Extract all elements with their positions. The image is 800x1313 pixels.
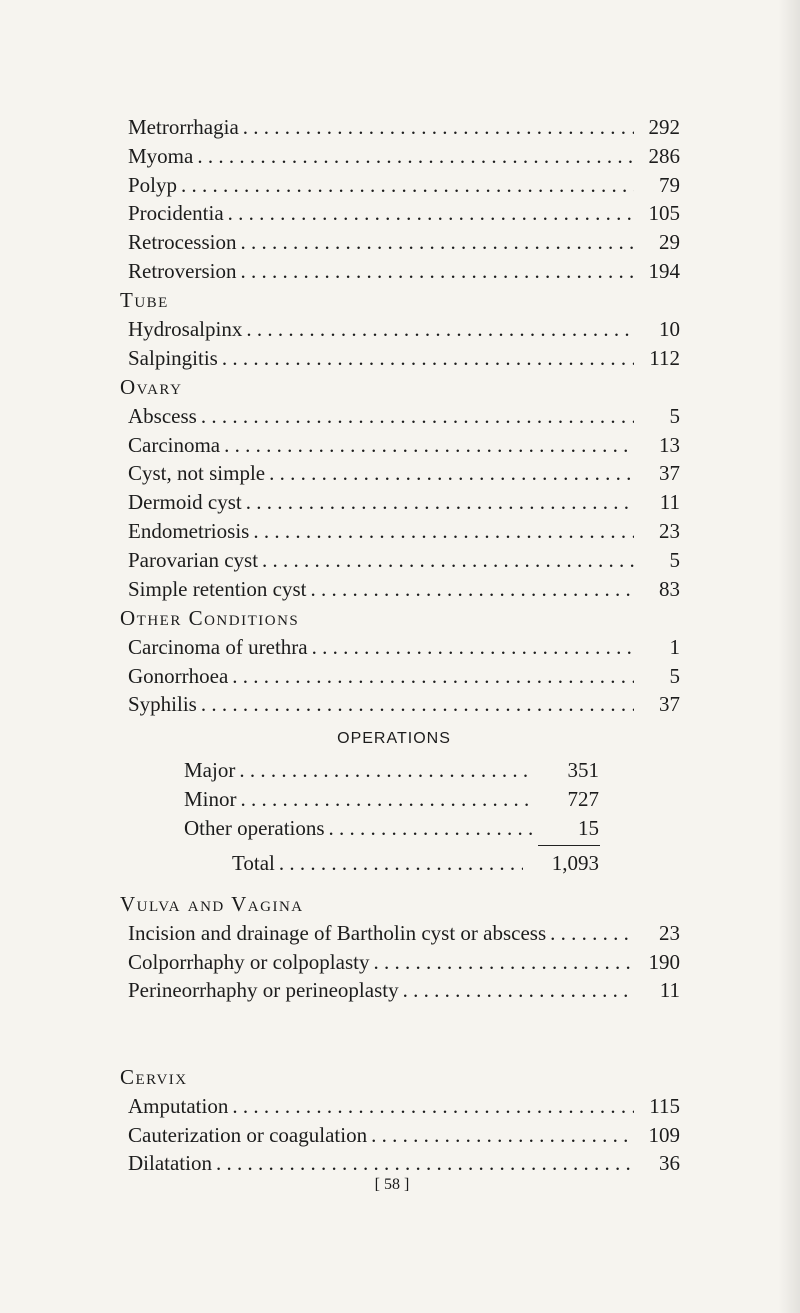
operations-list bbox=[184, 756, 599, 842]
item-value: 83 bbox=[659, 576, 680, 601]
list-item bbox=[128, 690, 680, 719]
item-value: 11 bbox=[659, 490, 680, 515]
item-value: 5 bbox=[669, 663, 680, 688]
item-label: Procidentia bbox=[128, 201, 224, 226]
list-item bbox=[128, 257, 680, 286]
list-item bbox=[128, 546, 680, 575]
page-edge-shadow bbox=[778, 0, 800, 1313]
list-item bbox=[184, 756, 599, 785]
item-label: Syphilis bbox=[128, 692, 197, 717]
item-value: 194 bbox=[648, 258, 680, 283]
item-label: Metrorrhagia bbox=[128, 115, 239, 139]
item-value: 15 bbox=[578, 815, 599, 840]
list-item bbox=[128, 575, 680, 604]
item-value: 13 bbox=[659, 432, 680, 457]
item-value: 351 bbox=[567, 758, 599, 782]
item-value: 5 bbox=[669, 547, 680, 572]
list-item bbox=[128, 344, 680, 373]
item-value: 112 bbox=[649, 345, 680, 370]
total-value: 1,093 bbox=[551, 851, 599, 875]
list-item bbox=[128, 662, 680, 691]
list-item bbox=[128, 402, 680, 431]
item-label: Cauterization or coagulation bbox=[128, 1122, 368, 1147]
section-heading: Tube bbox=[120, 288, 169, 312]
list-item bbox=[128, 1092, 680, 1121]
list-item bbox=[184, 785, 599, 814]
list-item bbox=[128, 1149, 680, 1178]
item-label: Carcinoma of urethra bbox=[128, 634, 308, 659]
item-label: Minor bbox=[184, 786, 237, 811]
list-item bbox=[128, 171, 680, 200]
item-value: 29 bbox=[659, 230, 680, 255]
item-label: Dilatation bbox=[128, 1151, 212, 1176]
section-heading: Cervix bbox=[120, 1065, 188, 1089]
item-label: Endometriosis bbox=[128, 518, 250, 543]
item-label: Perineorrhaphy or perineoplasty bbox=[128, 978, 399, 1003]
item-label: Parovarian cyst bbox=[128, 547, 259, 572]
item-label: Incision and drainage of Bartholin cyst or abscess bbox=[128, 920, 547, 945]
section-heading: Other Conditions bbox=[120, 606, 300, 630]
list-item bbox=[128, 459, 680, 488]
item-label: Cyst, not simple bbox=[128, 461, 266, 486]
page-number: [ 58 ] bbox=[374, 1176, 410, 1193]
list-item bbox=[128, 976, 680, 1005]
item-value: 727 bbox=[567, 786, 599, 811]
list-item bbox=[128, 919, 680, 948]
item-label: Retroversion bbox=[128, 258, 237, 283]
list-item bbox=[128, 633, 680, 662]
item-value: 115 bbox=[649, 1093, 680, 1118]
item-value: 109 bbox=[648, 1122, 680, 1147]
item-value: 1 bbox=[669, 634, 680, 659]
list-item bbox=[128, 517, 680, 546]
item-value: 5 bbox=[669, 403, 680, 428]
item-value: 286 bbox=[648, 143, 680, 168]
item-label: Dermoid cyst bbox=[128, 490, 242, 515]
vulva-vagina-section bbox=[120, 890, 680, 1005]
item-label: Myoma bbox=[128, 143, 194, 168]
item-value: 105 bbox=[648, 201, 680, 226]
list-item bbox=[128, 315, 680, 344]
item-label: Retrocession bbox=[128, 230, 237, 255]
list-item bbox=[128, 113, 680, 142]
item-value: 37 bbox=[659, 692, 680, 717]
list-item bbox=[128, 228, 680, 257]
item-label: Salpingitis bbox=[128, 345, 218, 370]
item-label: Gonorrhoea bbox=[128, 663, 229, 688]
item-label: Major bbox=[184, 758, 236, 782]
section-heading: Vulva and Vagina bbox=[120, 892, 304, 916]
operations-title: OPERATIONS bbox=[337, 730, 451, 747]
list-item bbox=[128, 1121, 680, 1150]
section-heading: Ovary bbox=[120, 375, 183, 399]
item-label: Hydrosalpinx bbox=[128, 316, 243, 341]
item-label: Colporrhaphy or colpoplasty bbox=[128, 949, 370, 974]
item-value: 292 bbox=[648, 115, 680, 139]
item-value: 10 bbox=[659, 316, 680, 341]
item-value: 79 bbox=[659, 172, 680, 197]
item-value: 23 bbox=[659, 920, 680, 945]
other-conditions-section bbox=[120, 604, 680, 719]
cervix-section bbox=[120, 1063, 680, 1178]
list-item bbox=[128, 948, 680, 977]
list-item bbox=[184, 814, 599, 843]
item-value: 37 bbox=[659, 461, 680, 486]
item-value: 36 bbox=[659, 1151, 680, 1176]
item-value: 190 bbox=[648, 949, 680, 974]
list-item bbox=[128, 431, 680, 460]
list-item bbox=[128, 488, 680, 517]
total-row bbox=[232, 849, 599, 878]
item-label: Other operations bbox=[184, 815, 325, 840]
list-item bbox=[128, 142, 680, 171]
item-value: 23 bbox=[659, 518, 680, 543]
item-label: Carcinoma bbox=[128, 432, 221, 457]
ovary-section bbox=[120, 373, 680, 603]
item-label: Simple retention cyst bbox=[128, 576, 307, 601]
list-item bbox=[128, 199, 680, 228]
item-label: Abscess bbox=[128, 403, 197, 428]
conditions-list bbox=[128, 113, 680, 286]
operations-total bbox=[232, 849, 599, 878]
item-label: Amputation bbox=[128, 1093, 229, 1118]
item-value: 11 bbox=[659, 978, 680, 1003]
tube-section bbox=[120, 286, 680, 372]
total-label: Total bbox=[232, 851, 275, 875]
total-rule bbox=[538, 845, 600, 846]
item-label: Polyp bbox=[128, 172, 178, 197]
